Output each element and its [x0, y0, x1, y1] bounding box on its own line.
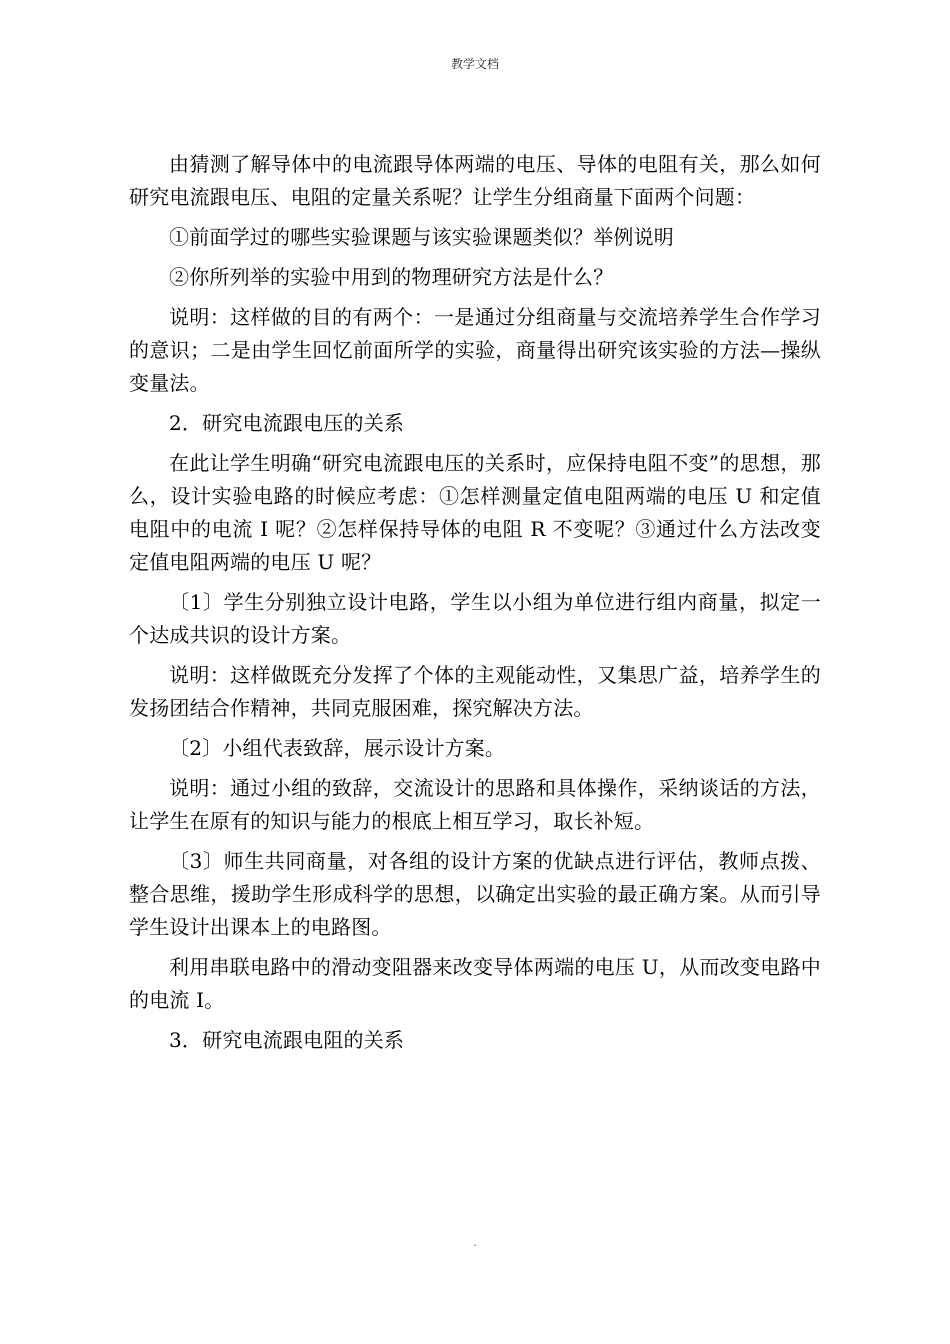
section-heading: 3．研究电流跟电阻的关系 [169, 1028, 405, 1052]
paragraph: 说明：通过小组的致辞，交流设计的思路和具体操作，采纳谈话的方法，让学生在原有的知识与能力的根底上相互学习，取长补短。 [129, 776, 821, 833]
paragraph: ①前面学过的哪些实验课题与该实验课题类似？举例说明 [169, 225, 674, 249]
paragraph: 说明：这样做既充分发挥了个体的主观能动性，又集思广益，培养学生的发扬团结合作精神，共同克服困难，探究解决方法。 [129, 663, 821, 720]
paragraph: 由猜测了解导体中的电流跟导体两端的电压、导体的电阻有关，那么如何研究电流跟电压、电阻的定量关系呢？让学生分组商量下面两个问题： [129, 152, 821, 209]
paragraph: 〔2〕小组代表致辞，展示设计方案。 [169, 736, 506, 760]
paragraph: ②你所列举的实验中用到的物理研究方法是什么？ [169, 265, 614, 289]
paragraph: 〔1〕学生分别独立设计电路，学生以小组为单位进行组内商量，拟定一个达成共识的设计方案。 [129, 590, 821, 647]
page-header: 教学文档 [450, 57, 499, 71]
section-heading: 2．研究电流跟电压的关系 [169, 411, 405, 435]
document-body [129, 148, 821, 1064]
paragraph: 〔3〕师生共同商量，对各组的设计方案的优缺点进行评估，教师点拨、整合思维，援助学生形成科学的思想，以确定出实验的最正确方案。从而引导学生设计出课本上的电路图。 [129, 849, 821, 939]
paragraph: 说明：这样做的目的有两个：一是通过分组商量与交流培养学生合作学习的意识；二是由学生回忆前面所学的实验，商量得出研究该实验的方法—操纵变量法。 [129, 305, 821, 395]
paragraph: 利用串联电路中的滑动变阻器来改变导体两端的电压 U，从而改变电路中的电流 I。 [129, 955, 821, 1012]
page-footer-mark: . [473, 1238, 477, 1249]
paragraph: 在此让学生明确“研究电流跟电压的关系时，应保持电阻不变”的思想，那么，设计实验电路的时候应考虑：①怎样测量定值电阻两端的电压 U 和定值电阻中的电流 I 呢？②怎样保持导体的电阻 R 不变呢？③通过什么方法改变定值电阻两端的电压 U 呢？ [129, 451, 821, 574]
